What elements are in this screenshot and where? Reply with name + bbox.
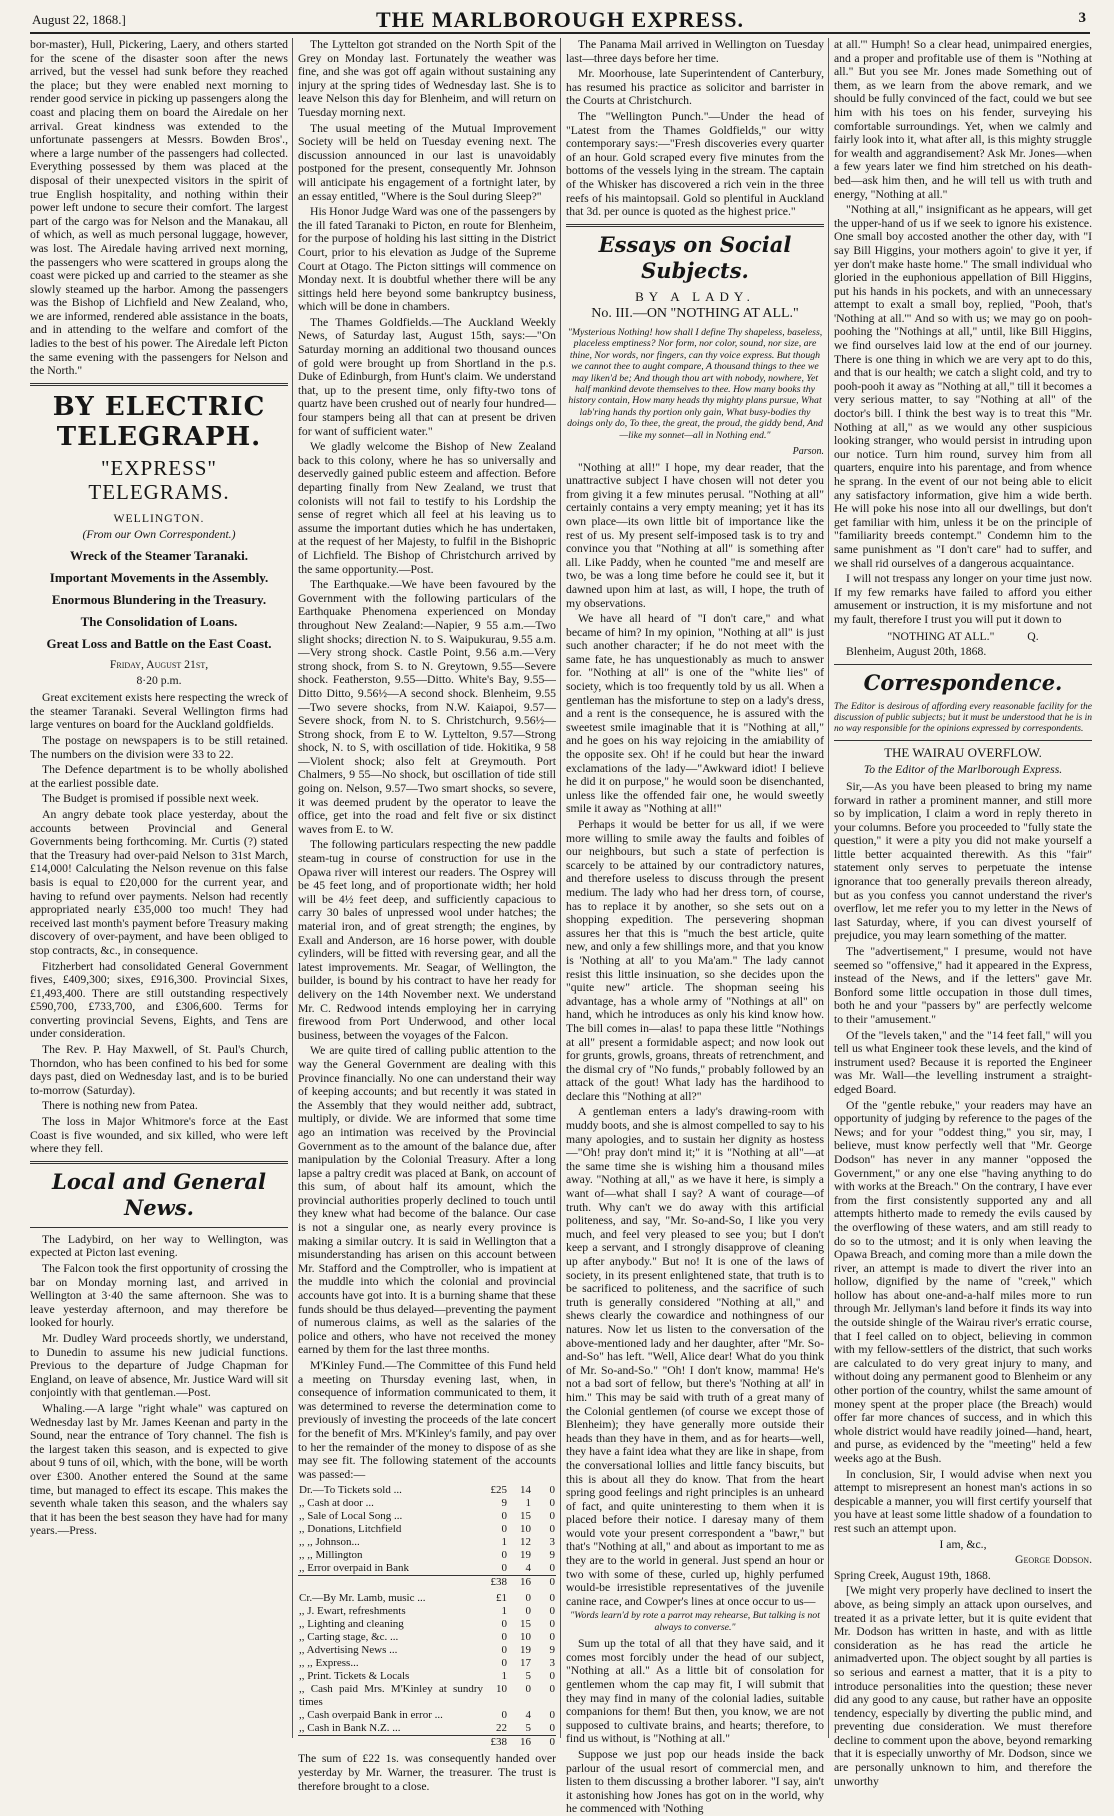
headline: The Consolidation of Loans. xyxy=(80,614,238,630)
headline: Enormous Blundering in the Treasury. xyxy=(51,592,267,608)
editor-note: The Editor is desirous of affording every reasonable facility for the discussion of public subjects; but it must be understood that he is in no way responsible for the opinions expressed by correspondents. xyxy=(834,701,1092,734)
letter-heading: THE WAIRAU OVERFLOW. xyxy=(884,744,1042,760)
section-divider xyxy=(834,664,1092,665)
essay-paragraph: Sum up the total of all that they have said, and it comes most forcibly under the head of our subject, "Nothing at all." As a little bit of consolation for gentlemen whom the cap may fit, I will submit that they may find in many of the colonial ladies, suitable companions for them! But then, you know, we are not supposed to cultivate brains, and hearts; therefore, to find us without, is "Nothing at all." xyxy=(566,1637,824,1746)
essay-paragraph: Suppose we just pop our heads inside the back parlour of the usual resort of commercial men, and listen to them discussing a brother laborer. "I say, ain't it astonishing how Jones has got on in the world, why he commenced with 'Nothing xyxy=(566,1748,824,1816)
news-paragraph: M'Kinley Fund.—The Committee of this Fund held a meeting on Thursday evening last, when, in consequence of information communicated to them, it was determined to reverse the determination come to previously of investing the proceeds of the late concert for the benefit of Mrs. M'Kinley's family, and pay over to her the remainder of the money to dispose of as she may see fit. The following statement of the accounts was passed:— xyxy=(298,1359,556,1481)
essay-paragraph: at all.'" Humph! So a clear head, unimpaired energies, and a proper and profitable use of them is "Nothing at all." But you see Mr. Jones made Something out of them, as we learn from the above remark, and we should be fully convinced of the fact, could we but see him with his toes on his fender, surveying his comfortable surroundings. Yet, when we calmly and fairly look into it, what after all, is this mighty struggle for wealth and aggrandisement? Ask Mr. Jones—when a few years later we find him stretched on his death-bed—ask him then, and he will tell us with truth and energy, "Nothing at all." xyxy=(834,38,1092,201)
table-row: ,, Print. Tickets & Locals 1 5 0 xyxy=(299,1670,555,1683)
news-paragraph: Whaling.—A large "right whale" was captured on Wednesday last by Mr. James Keenan and party in the Sound, near the entrance of Tory channel. The fish is the largest taken this season, and is expected to give about 9 tuns of oil, which, with the bone, will be worth over £300. Another entered the Sound at the same time, but managed to effect its escape. This makes the seventh whale taken this season, and the whalers say that it has been the best season they have had for many years.—Press. xyxy=(30,1401,288,1538)
headline: Wreck of the Steamer Taranaki. xyxy=(69,548,249,564)
issue-date: August 22, 1868.] xyxy=(32,12,126,27)
news-paragraph: The Falcon took the first opportunity of crossing the bar on Monday morning last, and arrived in Wellington at 3·40 the same afternoon. She was to leave yesterday afternoon, and may therefore be looked for hourly. xyxy=(30,1262,288,1330)
dateline-day: Friday, August 21st, xyxy=(109,658,209,672)
news-paragraph: Mr. Dudley Ward proceeds shortly, we understand, to Dunedin to assume his new judicial functions. Previous to the departure of Judge Chapman for England, on leave of absence, Mr. Justice Ward will sit conjointly with that gentleman.—Post. xyxy=(30,1331,288,1400)
table-row: ,, Cash in Bank N.Z. ... 22 5 0 xyxy=(299,1722,555,1735)
table-row: ,, Cash paid Mrs. M'Kinley at sundry times 10 0 0 xyxy=(299,1683,555,1709)
accounts-table-debit xyxy=(298,1484,556,1589)
news-paragraph: We gladly welcome the Bishop of New Zealand back to this colony, where he has so universally and deservedly gained public esteem and affection. Before departing finally from New Zealand, we trust that colonists will not fail to testify to his Lordship the sense of regret which all feel at his leaving us to assume the important duties which he has undertaken, at the request of her Majesty, to fulfil in the Bishopric of Lichfield. The Bishop of Christchurch arrived by the same opportunity.—Post. xyxy=(298,440,556,576)
column-rule xyxy=(828,38,829,1738)
table-row: ,, ,, Millington 0 19 9 xyxy=(299,1549,555,1562)
telegram-paragraph: The loss in Major Whitmore's force at the East Coast is five wounded, and six killed, who were left where they fell. xyxy=(30,1115,288,1156)
letter-paragraph: Of the "levels taken," and the "14 feet fall," will you tell us what Engineer took these levels, and the kind of instrument used? Because it is reported the Engineer was Mr. Wall—the levelling instrument a straight-edged Board. xyxy=(834,1028,1092,1096)
news-paragraph: Mr. Moorhouse, late Superintendent of Canterbury, has resumed his practice as solicitor and barrister in the Courts at Christchurch. xyxy=(566,67,824,108)
table-total-row: £38 16 0 xyxy=(298,1576,556,1590)
column-2 xyxy=(298,38,556,1793)
section-divider xyxy=(566,224,824,227)
essay-paragraph: I will not trespass any longer on your time just now. If my few remarks have failed to afford you either amusement or instruction, it is my misfortune and not my fault, therefore I trust you will put it down to xyxy=(834,572,1092,626)
table-row: Cr.—By Mr. Lamb, music ... £1 0 0 xyxy=(299,1592,555,1605)
telegram-paragraph: There is nothing new from Patea. xyxy=(42,1099,198,1113)
table-row: Dr.—To Tickets sold ... £25 14 0 xyxy=(299,1484,555,1497)
table-row: ,, ,, Johnson... 1 12 3 xyxy=(299,1536,555,1549)
essay-paragraph: We have all heard of "I don't care," and what became of him? In my opinion, "Nothing at all" is just such another character; if he do not meet with the same fate, he has unquestionably as much to answer for. "Nothing at all" is one of the "white lies" of society, which is too frequently told by us all. When a gentleman has the misfortune to step on a lady's dress, and a rent is the consequence, he is assured with the sweetest smile imaginable that it is "Nothing at all," and he goes on his way rejoicing in the amiability of the opposite sex. Oh! if he could but hear the inward exclamations of the lady—"Awkward idiot! I believe he did it on purpose," he would soon be disenchanted, unless like the offended fair one, he would sweetly smile it away as "Nothing at all!" xyxy=(566,612,824,816)
table-row: ,, Carting stage, &c. ... 0 10 0 xyxy=(299,1631,555,1644)
signature-place: Blenheim, August 20th, 1868. xyxy=(846,645,987,659)
editor-reply: [We might very properly have declined to insert the above, as being simply an attack upon ourselves, and treated it as a private letter, but it is quite evident that Mr. Dodson has written in haste, and with as little consideration as he has read the article he animadverted upon. The object sought by all parties is so serious and earnest a matter, that it is a pity to introduce personalities into the question; these never did any good to any cause, but rather have an opposite tendency, especially by diverting the public mind, and preventing due consideration. We must therefore decline to comment upon the above, beyond remarking that it is especially unworthy of Mr. Dodson, since we are personally unknown to him, and therefore the unworthy xyxy=(834,1584,1092,1788)
headline: Great Loss and Battle on the East Coast. xyxy=(46,636,272,652)
news-paragraph: The usual meeting of the Mutual Improvement Society will be held on Tuesday evening next. The discussion announced in our last is unavoidably postponed for the present, consequently Mr. Johnson will anticipate his engagement of a fortnight later, by an essay entitled, "Where is the Soul during Sleep?" xyxy=(298,121,556,203)
table-row: ,, Lighting and cleaning 0 15 0 xyxy=(299,1618,555,1631)
column-3 xyxy=(566,38,824,1816)
table-row: ,, Advertising News ... 0 19 9 xyxy=(299,1644,555,1657)
news-paragraph: His Honor Judge Ward was one of the passengers by the ill fated Taranaki to Picton, en route for Blenheim, for the purpose of holding his last sitting in the District Court, prior to his elevation as Judge of the Supreme Court at Otago. The Picton sittings will commence on Monday next. It is doubtful whether there will be any sittings held here beyond some bankruptcy business, which will be done in chambers. xyxy=(298,205,556,314)
section-divider xyxy=(834,740,1092,741)
essay-paragraph: "Nothing at all," insignificant as he appears, will get the upper-hand of us if we seek to ignore his existence. One small boy accosted another the other day, with "I say Bill Higgins, your mothers agoin' to give it yer, if yer don't make haste home." The small individual who gloried in the euphonious appellation of Bill Higgins, put his hands in his pockets, and with an unnecessary attempt to exalt a small boy, replied, "Pooh, that's 'Nothing at all.'" And so with us; we may go on pooh-poohing the "Nothings at all," until, like Bill Higgins, we find ourselves laid low at the end of our journey. There is one thing in which we are very apt to do this, and that is our health; we catch a slight cold, and try to pooh-pooh it away as "Nothing at all," till it becomes a very serious matter, to say "Nothing at all" of the doctor's bill. I think the best way is to treat this "Mr. Nothing at all," as we would any other suspicious looking stranger, who would persist in intruding upon our notice. Turn him round, survey him from all quarters, enquire into his parentage, and from whence he sprang. In the event of our not being able to elicit any satisfactory information, give him a wide berth. He will poke his nose into all our dwellings, but don't get familiar with him, unless it be on the principle of "familiarity breeds contempt." Condemn him to the same punishment as "I don't care" had to suffer, and we shall rid ourselves of a dangerous acquaintance. xyxy=(834,203,1092,570)
table-row: ,, J. Ewart, refreshments 1 0 0 xyxy=(299,1605,555,1618)
news-paragraph: The following particulars respecting the new paddle steam-tug in course of construction for use in the Opawa river will interest our readers. The Osprey will be 45 feet long, and of proportionate width; her hold will be 4½ feet deep, and sufficiently capacious to carry 30 bales of unpressed wool under hatches; the material iron, and of great strength; the engines, by Exall and Anderson, are 16 horse power, with double cylinders, will be fitted with reversing gear, and all the latest improvements. Mr. Seagar, of Wellington, the builder, is bound by his contract to have her ready for delivery on the 14th November next. We understand Mr. C. Redwood intends employing her in carrying firewood from Port Underwood, and other local business, between the voyages of the Falcon. xyxy=(298,838,556,1042)
essay-byline: BY A LADY. xyxy=(635,288,755,304)
essay-series-heading: Essays on Social Subjects. xyxy=(598,231,792,283)
table-total-row: £38 16 0 xyxy=(298,1736,556,1750)
table-row: ,, Cash overpaid Bank in error ... 0 4 0 xyxy=(299,1709,555,1722)
column-rule xyxy=(560,38,561,1738)
epigraph-verse: "Mysterious Nothing! how shall I define Thy shapeless, baseless, placeless emptiness? Nor form, nor color, sound, nor size, are thine, Nor words, nor fingers, can thy voice express. But though we cannot thee to aught compare, A thousand things to thee we may liken'd be; And though thou art with nobody, nowhere, Yet half mankind devote themselves to thee. How many books thy history contain, How many heads thy mighty plans pursue, What lab'ring hands thy portion only gain, What busy-bodies thy doings only do, To thee, the great, the proud, the giddy bend, And—like my sonnet—all in Nothing end." xyxy=(567,326,823,441)
signature-phrase: "NOTHING AT ALL." xyxy=(887,629,995,643)
letter-paragraph: The "advertisement," I presume, would not have seemed so "offensive," had it appeared in the Express, instead of the News, and if the letters" gave Mr. Bonford some little occupation in those dull times, both he and your "passers by" are perfectly welcome to their "amusement." xyxy=(834,945,1092,1026)
article-continuation: bor-master), Hull, Pickering, Laery, and others started for the scene of the disaster soon after the news arrived, but the vessel had sunk before they reached the place; but they were enabled next morning to render good service in picking up passengers along the coast and placing them on board the Airedale on her arrival. Great kindness was extended to the unfortunate passengers at Messrs. Bowden Bros'., where a large number of the passengers had collected. Everything possessed by them was placed at the disposal of their unexpected visitors in the spirit of true English hospitality, and nothing within their power left undone to secure their comfort. The largest part of the cargo was for Nelson and the Manakau, all of which, as well as much personal luggage, however, was lost. The Airedale having arrived next morning, the passengers who were scattered in groups along the coast were picked up and carried to the steamer as she slowly steamed up the harbor. Among the passengers was the Bishop of Lichfield and New Zealand, who, we are informed, rendered able assistance in the boats, and in attending to the welfare and comfort of the ladies to the best of his power. The Airedale left Picton the same evening with the passengers for Nelson and the North." xyxy=(30,38,288,378)
headline: Important Movements in the Assembly. xyxy=(49,570,269,586)
telegram-paragraph: Fitzherbert had consolidated General Government fives, £409,300; sixes, £916,300. Provincial Sixes, £1,493,400. There are still outstanding respectively £590,700, £733,700, and £306,600. Terms for converting provincial Sevens, Eights, and Tens are under consideration. xyxy=(30,959,288,1041)
essay-paragraph: Perhaps it would be better for us all, if we were more willing to smile away the faults and foibles of our neighbours, but such a state of perfection is scarcely to be attained by our contradictory natures, and therefore useless to discuss through the present medium. The lady who had her dress torn, of course, has to replace it by another, so she sets out on a shopping expedition. The persevering shopman assures her that this is "much the best article, quite new, and only a few shillings more, and that you know is 'Nothing at all' to you Ma'am." The lady cannot resist this little insinuation, so she decides upon the "quite new" article. The shopman seeing his advantage, has a whole army of "Nothings at all" on hand, which he introduces as only his kind know how. The bill comes in—alas! to papa these little "Nothings at all" present a formidable aspect; and now look out for grunts, growls, groans, threats of retrenchment, and the dismal cry of "No funds," probably followed by an attack of the gout! What lady has the hardihood to declare this "Nothing at all?" xyxy=(566,818,824,1103)
news-paragraph: We are quite tired of calling public attention to the way the General Government are dealing with this Province financially. No one can understand their way of keeping accounts; and but recently it was stated in the Assembly that they would neither add, subtract, multiply, or divide. We are informed that some time ago an intimation was received by the Provincial Government as to the amount of the balance due, after manipulation by the Colonial Treasury. After a long lapse a paltry credit was placed at Bank, on account of this sum, of about half its amount, which the provincial authorities properly declined to touch until they knew what had become of the balance. Our case is not a singular one, as nearly every province is making a similar outcry. It is said in Wellington that a misunderstanding has arisen on this account between Mr. Stafford and the Comptroller, who is impatient at the muddle into which the colonial and provincial accounts have got into. It is a burning shame that these funds should be thus delayed—preventing the payment of numerous claims, as well as the salaries of the police and others, who have not received the money earned by them for the last three months. xyxy=(298,1044,556,1357)
telegram-paragraph: The Defence department is to be wholly abolished at the earliest possible date. xyxy=(30,763,288,790)
epigraph-attribution: Parson. xyxy=(792,445,824,457)
news-paragraph: The Panama Mail arrived in Wellington on Tuesday last—three days before her time. xyxy=(566,38,824,65)
signature-letter: Q. xyxy=(1027,629,1039,643)
dateline-place: WELLINGTON. xyxy=(113,511,205,525)
masthead xyxy=(30,6,1090,34)
telegram-paragraph: An angry debate took place yesterday, about the accounts between Provincial and General Governments being forthcoming. Mr. Curtis (?) stated that the Treasury had over-paid Nelson to 31st March, £14,000! Calculating the Nelson revenue on this false basis is equal to £20,000 for the current year, and having to refund over payments. Nelson had recently appropriated nearly £35,000 too much! They had received last month's payment before Treasury making discovery of over-payment, and have been obliged to stop contracts, &c., in consequence. xyxy=(30,807,288,957)
correspondence-heading: Correspondence. xyxy=(863,669,1063,695)
telegram-paragraph: The Budget is promised if possible next week. xyxy=(42,792,259,806)
column-rule xyxy=(292,38,293,1738)
table-row: ,, Error overpaid in Bank 0 4 0 xyxy=(299,1562,555,1575)
news-paragraph: The "Wellington Punch."—Under the head of "Latest from the Thames Goldfields," our witty contemporary says:—"Fresh discoveries every quarter of an hour. Gold scraped every five minutes from the bottoms of the vessels lying in the stream. The captain of the Whisker has discovered a rich vein in the three reefs of his maintopsail. Gold so plentiful in Auckland that 3d. per ounce is quoted as the highest price." xyxy=(566,109,824,219)
letter-date: Spring Creek, August 19th, 1868. xyxy=(834,1568,991,1582)
news-paragraph: The Lyttelton got stranded on the North Spit of the Grey on Monday last. Fortunately the weather was fine, and she was got off again without sustaining any injury at the spring tides of Wednesday last. She is to leave Nelson this day for Blenheim, and will return on Tuesday morning next. xyxy=(298,38,556,119)
telegraph-heading: BY ELECTRIC TELEGRAPH. xyxy=(52,391,266,452)
page-number: 3 xyxy=(1078,10,1086,26)
column-1 xyxy=(30,38,288,1738)
letter-addressee: To the Editor of the Marlborough Express. xyxy=(863,763,1063,777)
essay-paragraph: "Nothing at all!" I hope, my dear reader, that the unattractive subject I have chosen will not deter you from giving it a few minutes perusal. "Nothing at all" certainly contains a very empty meaning; yet it has its own place—its own little bit of importance like the rest of us. My present self-imposed task is to try and convince you that "Nothing at all" is something after all. Like Paddy, when he counted "me and meself are two, be was a long time before he could see it, but it dawned upon him at last, as will, I hope, the truth of my observations. xyxy=(566,460,824,610)
news-paragraph: The Thames Goldfields.—The Auckland Weekly News, of Saturday last, August 15th, says:—"On Saturday morning an additional two thousand ounces of gold were brought up from Shortland in the p.s. Duke of Edinburgh, from Hunt's claim. We understand that, up to the present time, only fifty-two tons of quartz have been crushed out of nearly four hundred—four stampers being all that can at present be driven for want of sufficient water." xyxy=(298,315,556,438)
news-paragraph: The Earthquake.—We have been favoured by the Government with the following particulars of the Earthquake Phenomena experienced on Monday throughout New Zealand:—Napier, 9 55 a.m.—Two slight shocks; direction N. to S. Waipukurau, 9.55 a.m.—Very strong shock. Castle Point, 9.56 a.m.—Very strong shock, from S. to N. Greytown, 9.55—Severe shock. Featherston, 9.55—Ditto. White's Bay, 9.55—Ditto Ditto, 9.56½—A second shock. Blenheim, 9.55—Two severe shocks, from N.W. Kaiapoi, 9.57—Severe shock, from N. to S. Christchurch, 9.56½—Strong shock, from E to W. Lyttelton, 9.57—Strong shock, N. to S, with oscillation of tide. Hokitika, 9 58—Violent shock; also felt at Greymouth. Port Chalmers, 9 55—No shock, but oscillation of tide still going on. Nelson, 9.57—Two smart shocks, so severe, it was deemed prudent by the operator to leave the office, get into the road and felt five or six distinct waves from E. to W. xyxy=(298,578,556,836)
accounts-table-credit xyxy=(298,1592,556,1749)
dateline-time: 8·20 p.m. xyxy=(136,673,182,687)
telegram-paragraph: The postage on newspapers is to be still retained. The numbers on the division were 33 to 22. xyxy=(30,734,288,761)
essay-paragraph: A gentleman enters a lady's drawing-room with muddy boots, and she is almost compelled to say to his many apologies, and to sustain her dignity as hostess—"Oh! pray don't mind it;" it is "Nothing at all"—at the same time she is wishing him a thousand miles away. "Nothing at all," as we have it here, is simply a want of—what shall I say? A want of courage—of truth. Why can't we do away with this artificial politeness, and say, "Mr. So-and-So, I like you very much, and feel very pleased to see you; but I don't keep a servant, and I strongly disapprove of cleaning up after anybody." But no! It is one of the laws of society, in its present enlightened state, that truth is to be sacrificed to politeness, and the sacrifice of such truth is generally considered "Nothing at all," and shews clearly the cowardice and nothingness of our natures. Now let us listen to the conversation of the above-mentioned lady and her daughter, after "Mr. So-and-So" has left. "Well, Alice dear! What do you think of Mr. So-and-So." "Oh! I don't know, mamma! He's not a bad sort of fellow, but there's 'Nothing at all' in him." This may be said with truth of a great many of the Colonial gentlemen (of course we except those of Blenheim); they have generally more outside their heads than they have in them, and as for hearts—well, they have a faint idea what they are like in shape, from the conversational lollies and little fancy biscuits, but this is about all they do know. That from the heart spring good feelings and right principles is an unheard of fact, and quite uninteresting to them when it is placed before their notice. I daresay many of them would vote your present correspondent a "bawr," but that's "Nothing at all," and about as important to me as they are to the world in general. Just spend an hour or two with some of these, curled up, highly perfumed would-be irresistible representatives of the juvenile canine race, and Cowper's lines at once occur to us— xyxy=(566,1105,824,1608)
column-4 xyxy=(834,38,1092,1788)
telegram-paragraph: Great excitement exists here respecting the wreck of the steamer Taranaki. Several Wellington firms had large ventures on board for the Auckland goldfields. xyxy=(30,691,288,732)
news-paragraph: The sum of £22 1s. was consequently handed over yesterday by Mr. Warner, the treasurer. The trust is therefore brought to a close. xyxy=(298,1752,556,1793)
section-divider xyxy=(30,1161,288,1164)
telegrams-heading: "EXPRESS" TELEGRAMS. xyxy=(88,455,230,504)
table-row: ,, ,, Express... 0 17 3 xyxy=(299,1657,555,1670)
letter-paragraph: Sir,—As you have been pleased to bring my name forward in rather a prominent manner, and still more so by implication, I claim a word in reply thereto in your columns. Before you proceeded to "fully state the question," it were a pity you did not make yourself a little better acquainted therewith. As this "fair" statement only serves to perpetuate the intense ignorance that too generally prevails thereon already, but as you confess you cannot understand the river's overflow, let me refer you to my letter in the News of last Saturday, where, if you can divest yourself of prejudice, you may learn something of the matter. xyxy=(834,779,1092,943)
quoted-couplet: "Words learn'd by rote a parrot may rehearse, But talking is not always to converse." xyxy=(570,1610,820,1633)
letter-closing: I am, &c., xyxy=(939,1537,987,1551)
table-row: ,, Donations, Litchfield 0 10 0 xyxy=(299,1523,555,1536)
correspondent-credit: (From our Own Correspondent.) xyxy=(82,528,236,542)
local-news-heading: Local and General News. xyxy=(52,1168,266,1220)
section-divider xyxy=(30,383,288,386)
section-divider xyxy=(30,1227,288,1228)
letter-paragraph: In conclusion, Sir, I would advise when next you attempt to misrepresent an honest man's actions in so despicable a manner, you will first certify yourself that you have at least some little shadow of a foundation to rest such an attempt upon. xyxy=(834,1467,1092,1535)
essay-title: No. III.—ON "NOTHING AT ALL." xyxy=(591,306,799,322)
letter-paragraph: Of the "gentle rebuke," your readers may have an opportunity of judging by reference to the pages of the News; and for your "oddest thing," you sir, may, I believe, must know perfectly well that "Mr. George Dodson" has never in any manner "opposed the Government," or any one else "having anything to do with works at the Breach." On the contrary, I have ever from the first consistently supported any and all attempts hitherto made to remedy the evils caused by the overflowing of these waters, and am still ready to do so to the utmost; and it is only when leaving the Opawa Breach, and coming more than a mile down the river, an attempt is made to divert the river into an hollow, dignified by the name of "creek," which hollow has about one-and-a-half miles more to run through Mr. Jellyman's land before it finds its way into the outside shingle of the Wairau river's erratic course, that I feel called on to object, believing in common with my fellow-settlers of the district, that such works are calculated to do very great injury to many, and without doing any permanent good to Blenheim or any other portion of the country, whilst the same amount of money spent at the proper place (the Breach) would offer far more chances of success, and in which this whole district would have readily joined—hand, heart, and purse, as evidenced by the "meeting" held a few weeks ago at the Bush. xyxy=(834,1098,1092,1465)
table-row: ,, Cash at door ... 9 1 0 xyxy=(299,1497,555,1510)
essay-signature xyxy=(834,630,1092,644)
table-row: ,, Sale of Local Song ... 0 15 0 xyxy=(299,1510,555,1523)
telegram-paragraph: The Rev. P. Hay Maxwell, of St. Paul's Church, Thorndon, who has been confined to his bed for some days past, died on Wednesday last, and is to be buried to-morrow (Saturday). xyxy=(30,1043,288,1097)
newspaper-title: THE MARLBOROUGH EXPRESS. xyxy=(375,7,745,32)
news-paragraph: The Ladybird, on her way to Wellington, was expected at Picton last evening. xyxy=(30,1232,288,1260)
letter-signer: George Dodson. xyxy=(1015,1553,1092,1567)
